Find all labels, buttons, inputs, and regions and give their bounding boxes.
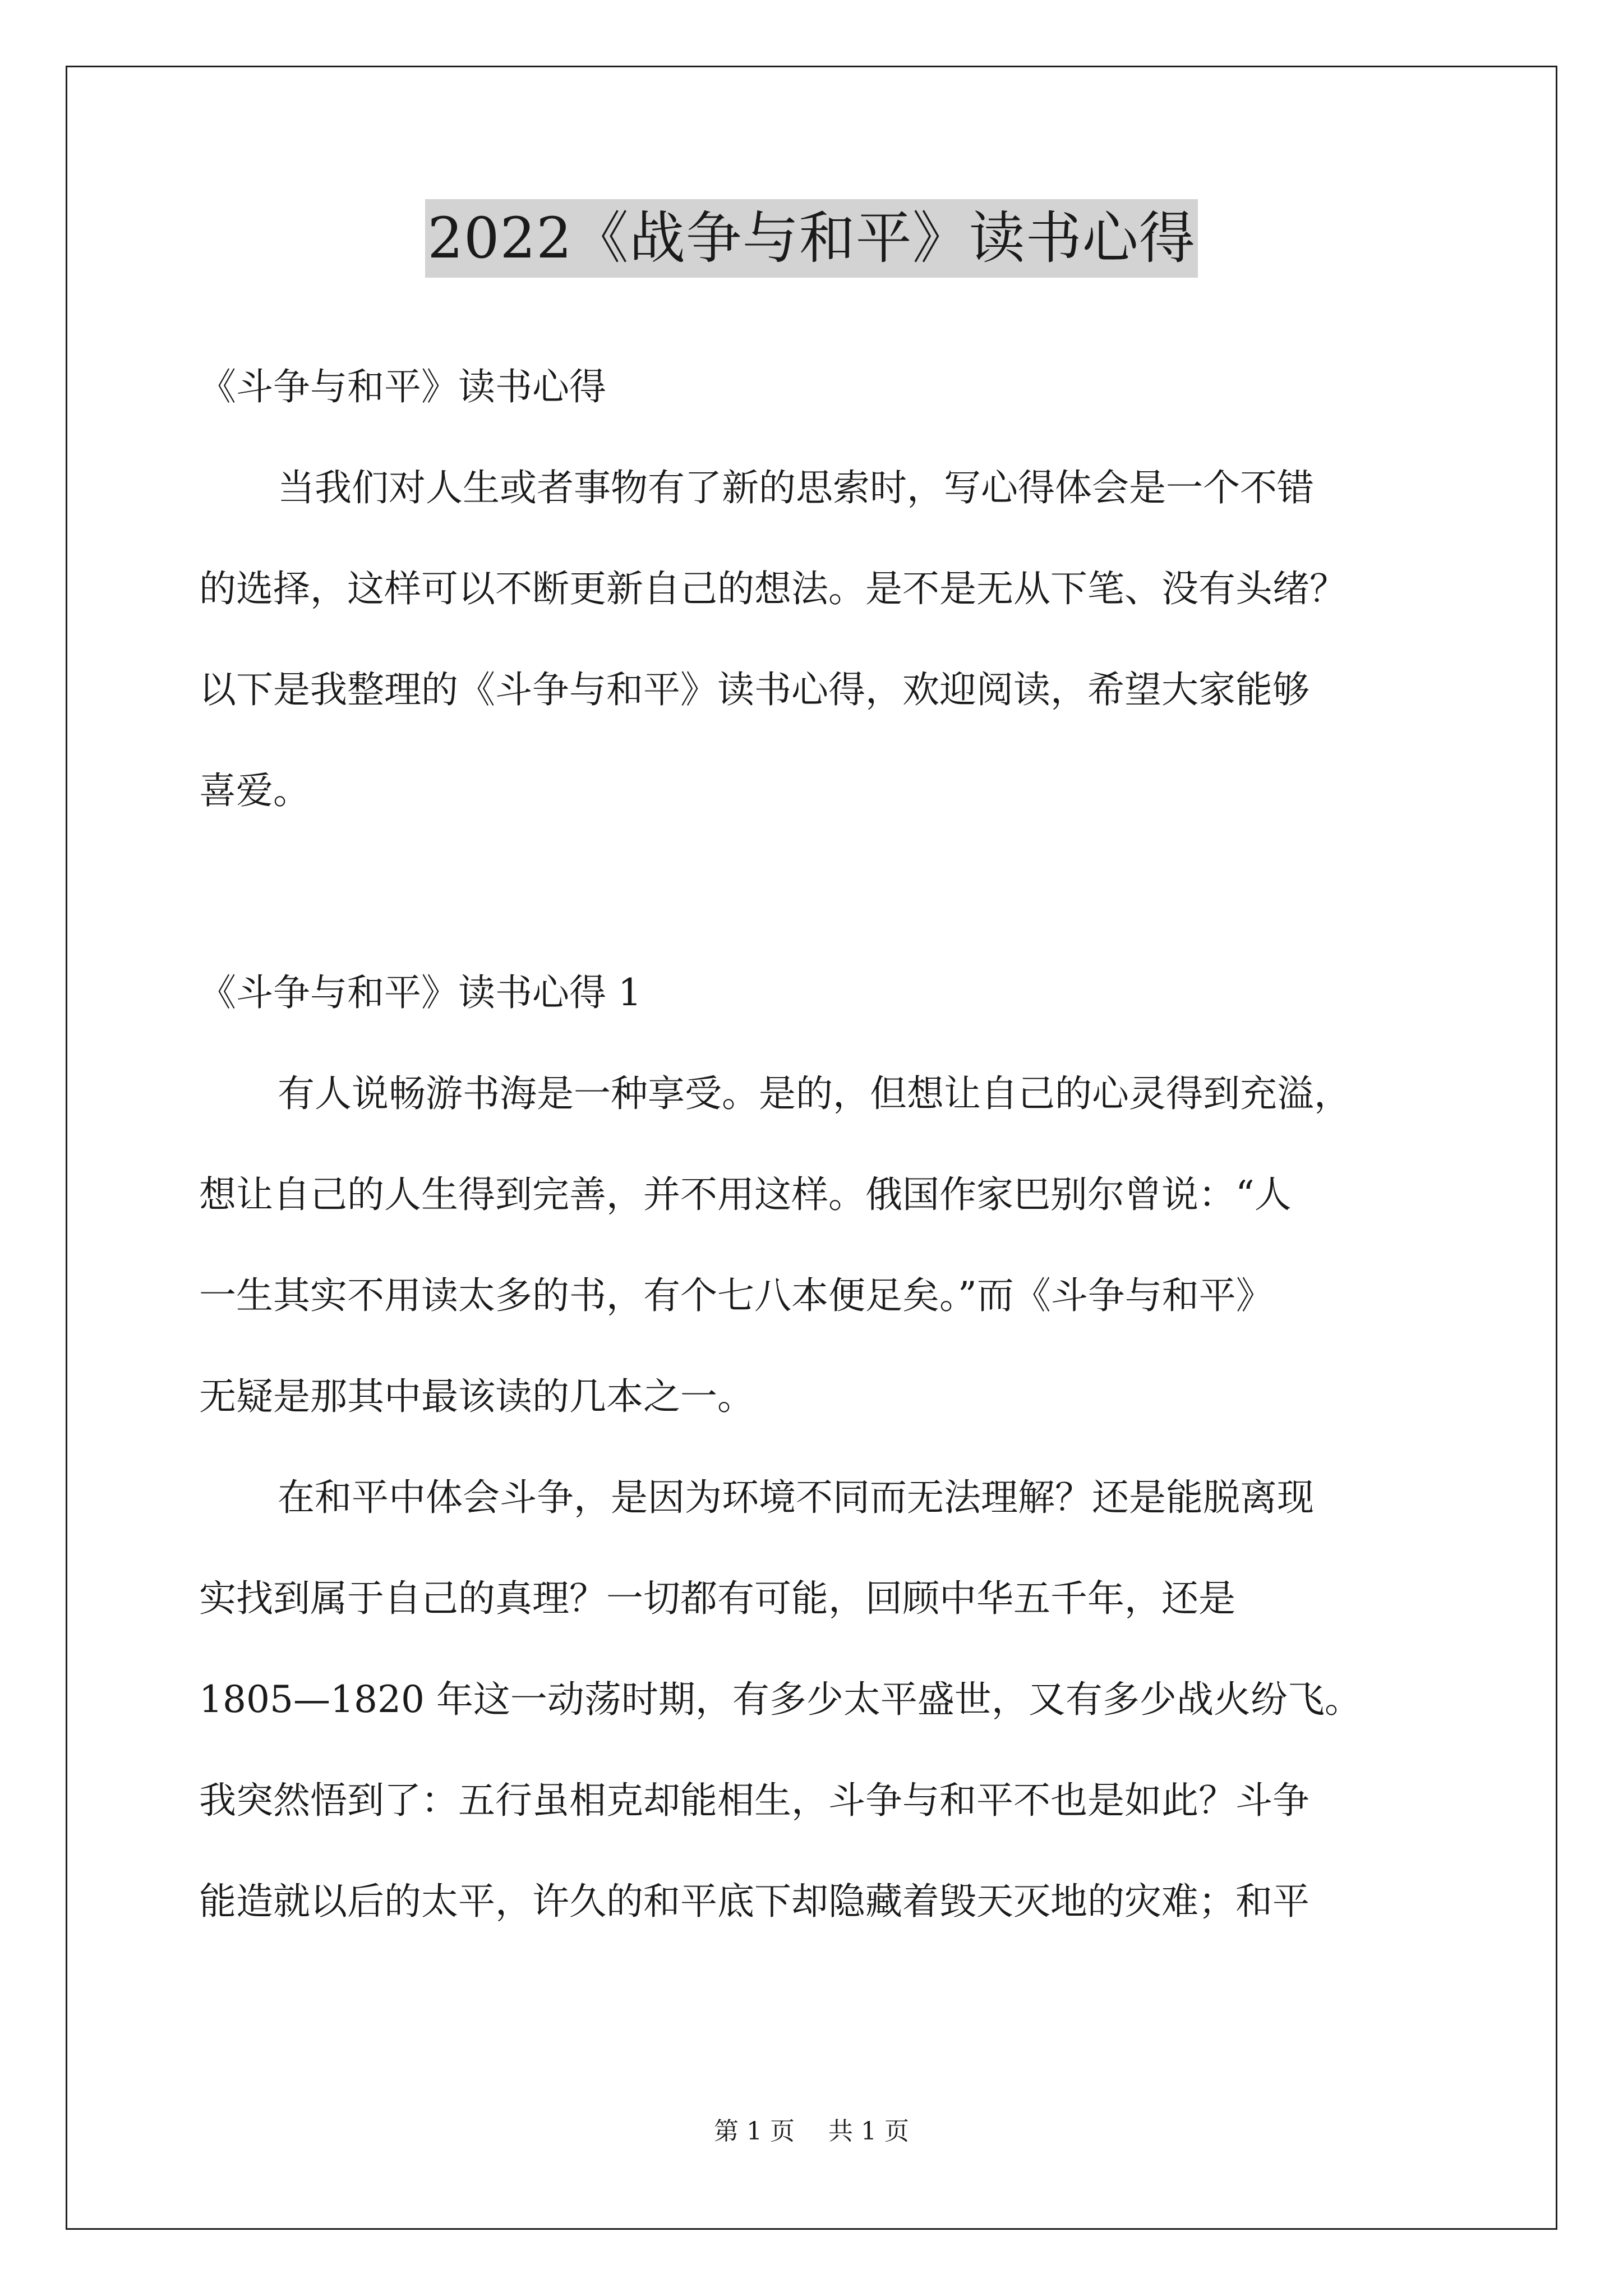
paragraph-1 <box>199 1043 1433 1447</box>
text-line: 想让自己的人生得到完善，并不用这样。俄国作家巴别尔曾说：“人 <box>199 1173 1292 1216</box>
page-footer <box>0 2115 1623 2148</box>
text-line: 一生其实不用读太多的书，有个七八本便足矣。”而《斗争与和平》 <box>199 1274 1273 1317</box>
paragraph-2 <box>199 1447 1433 1952</box>
subheading: 《斗争与和平》读书心得 1 <box>199 971 642 1014</box>
paragraph-gap <box>199 841 1433 942</box>
section-heading: 《斗争与和平》读书心得 <box>199 365 606 408</box>
intro-paragraph <box>199 438 1433 841</box>
text-line: 实找到属于自己的真理？一切都有可能，回顾中华五千年，还是 <box>199 1577 1235 1620</box>
text-line: 能造就以后的太平，许久的和平底下却隐藏着毁天灭地的灾难；和平 <box>199 1880 1310 1923</box>
text-line: 1805—1820 年这一动荡时期，有多少太平盛世，又有多少战火纷飞。 <box>199 1678 1362 1721</box>
text-line: 喜爱。 <box>199 769 310 812</box>
document-title: 2022《战争与和平》读书心得 <box>425 199 1198 278</box>
page-number-current: 第 1 页 <box>714 2117 795 2146</box>
document-body <box>199 337 1433 1952</box>
text-line: 我突然悟到了：五行虽相克却能相生，斗争与和平不也是如此？斗争 <box>199 1779 1310 1822</box>
text-line: 以下是我整理的《斗争与和平》读书心得，欢迎阅读，希望大家能够 <box>199 668 1310 711</box>
text-line: 的选择，这样可以不断更新自己的想法。是不是无从下笔、没有头绪？ <box>199 567 1347 610</box>
text-line: 当我们对人生或者事物有了新的思索时，写心得体会是一个不错 <box>278 466 1314 509</box>
text-line: 有人说畅游书海是一种享受。是的，但想让自己的心灵得到充溢， <box>278 1072 1351 1115</box>
title-container <box>0 199 1623 278</box>
text-line: 在和平中体会斗争，是因为环境不同而无法理解？还是能脱离现 <box>278 1476 1314 1519</box>
page-number-total: 共 1 页 <box>828 2117 909 2146</box>
text-line: 无疑是那其中最该读的几本之一。 <box>199 1375 754 1418</box>
